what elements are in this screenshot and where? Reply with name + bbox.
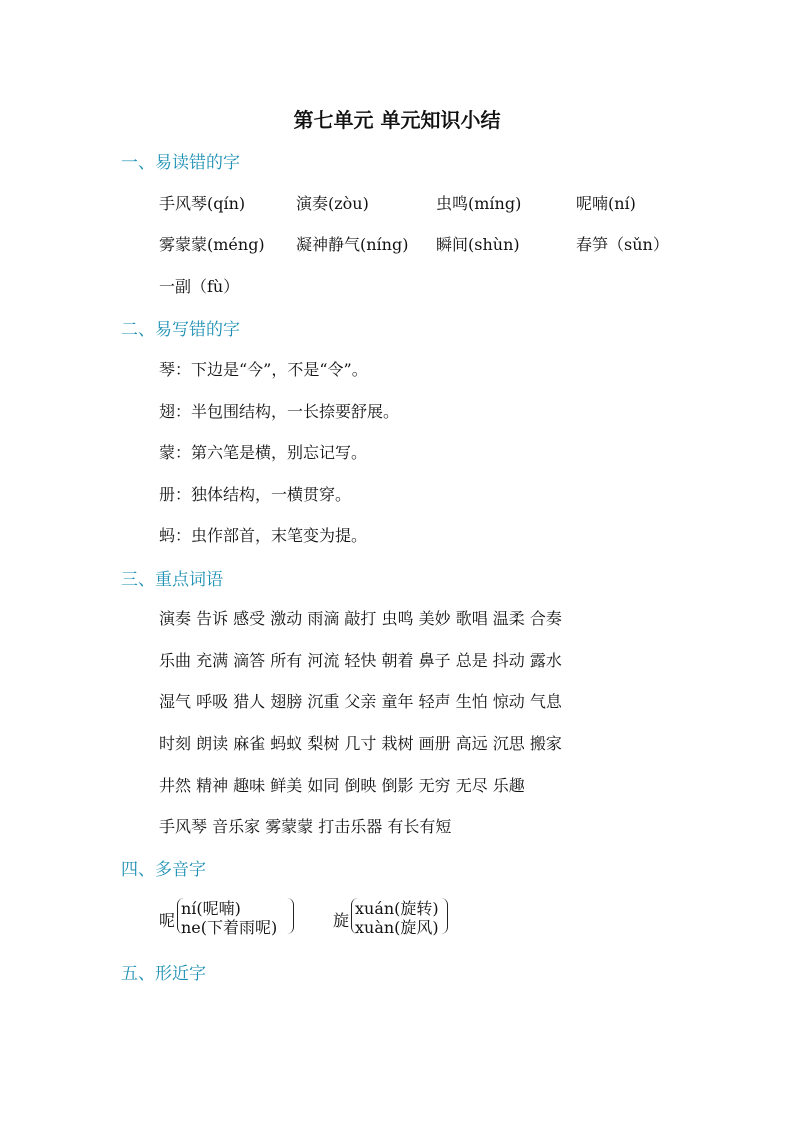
pinyin-item: 凝神静气(níng) <box>296 235 409 254</box>
writing-tip: 册：独体结构，一横贯穿。 <box>159 485 352 504</box>
vocab-line: 时刻 朗读 麻雀 蚂蚁 梨树 几寸 栽树 画册 高远 沉思 搬家 <box>159 734 562 753</box>
section-heading-4: 四、多音字 <box>121 860 206 880</box>
pinyin-item: 呢喃(ní) <box>576 194 636 213</box>
polyphone-reading: ní(呢喃) <box>181 899 241 918</box>
section-heading-1: 一、易读错的字 <box>121 153 240 173</box>
vocab-line: 演奏 告诉 感受 激动 雨滴 敲打 虫鸣 美妙 歌唱 温柔 合奏 <box>159 609 562 628</box>
section-heading-2: 二、易写错的字 <box>121 320 240 340</box>
polyphone-reading: xuàn(旋风) <box>355 918 439 937</box>
pinyin-item: 春笋（sǔn） <box>576 235 669 254</box>
section-heading-3: 三、重点词语 <box>121 570 223 590</box>
right-brace <box>441 898 448 934</box>
writing-tip: 琴：下边是“今”，不是“令”。 <box>159 360 368 379</box>
pinyin-item: 手风琴(qín) <box>159 194 246 213</box>
polyphone-char: 旋 <box>333 911 350 930</box>
writing-tip: 蒙：第六笔是横，别忘记写。 <box>159 443 368 462</box>
pinyin-item: 虫鸣(míng) <box>436 194 522 213</box>
section-heading-5: 五、形近字 <box>121 964 206 984</box>
page-title: 第七单元 单元知识小结 <box>293 108 501 132</box>
polyphone-reading: ne(下着雨呢) <box>181 918 278 937</box>
polyphone-reading: xuán(旋转) <box>355 899 439 918</box>
vocab-line: 湿气 呼吸 猎人 翅膀 沉重 父亲 童年 轻声 生怕 惊动 气息 <box>159 692 562 711</box>
pinyin-item: 演奏(zòu) <box>296 194 369 213</box>
writing-tip: 蚂：虫作部首，末笔变为提。 <box>159 526 368 545</box>
polyphone-group <box>159 898 299 938</box>
polyphone-char: 呢 <box>159 911 176 930</box>
vocab-line: 井然 精神 趣味 鲜美 如同 倒映 倒影 无穷 无尽 乐趣 <box>159 776 525 795</box>
vocab-line: 乐曲 充满 滴答 所有 河流 轻快 朝着 鼻子 总是 抖动 露水 <box>159 651 562 670</box>
writing-tip: 翅：半包围结构，一长捺要舒展。 <box>159 402 400 421</box>
right-brace <box>287 898 294 934</box>
pinyin-item: 雾蒙蒙(méng) <box>159 235 265 254</box>
pinyin-item: 一副（fù） <box>159 277 240 296</box>
vocab-line: 手风琴 音乐家 雾蒙蒙 打击乐器 有长有短 <box>159 817 452 836</box>
polyphone-group <box>333 898 453 938</box>
pinyin-item: 瞬间(shùn) <box>436 235 520 254</box>
